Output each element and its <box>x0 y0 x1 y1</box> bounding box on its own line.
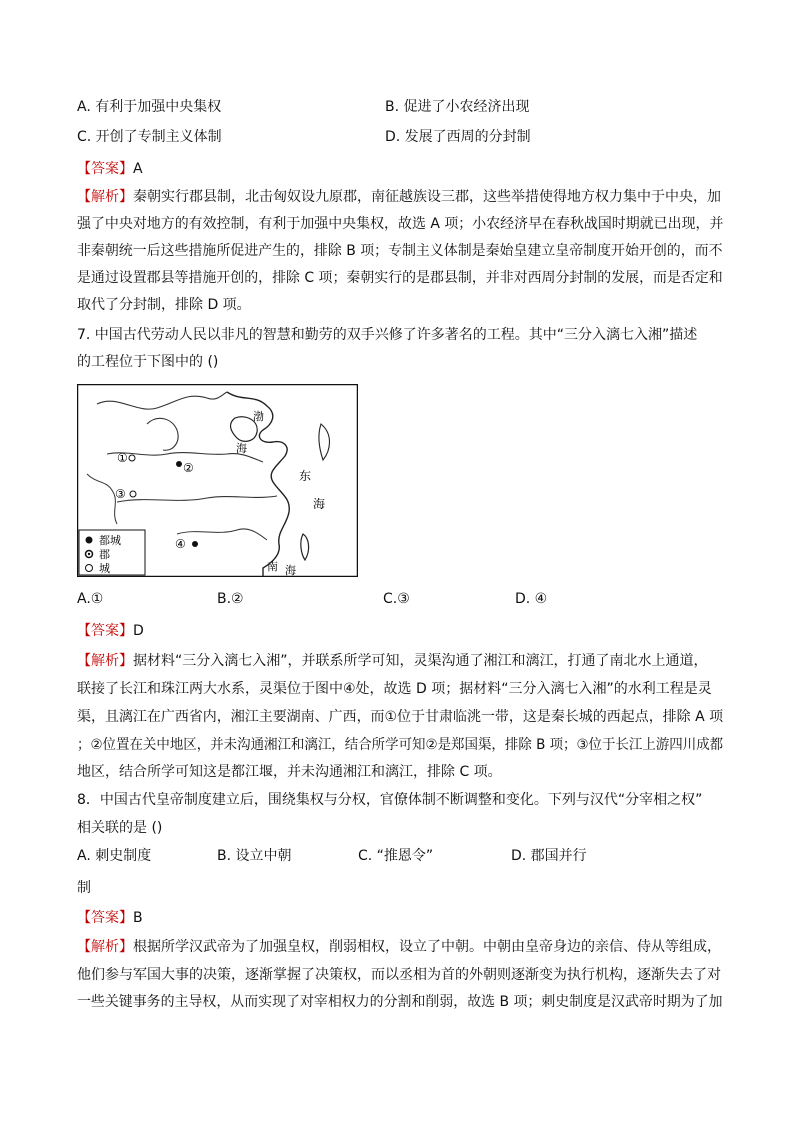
analysis-tag: 【解析】 <box>77 939 133 955</box>
q7-analysis-line: 地区，结合所学可知这是都江堰，并未沟通湘江和漓江，排除 C 项。 <box>77 764 502 780</box>
answer-tag: 【答案】 <box>77 161 133 177</box>
analysis-text: 秦朝实行郡县制，北击匈奴设九原郡，南征越族设三郡，这些举措使得地方权力集中于中央，加 <box>133 189 721 205</box>
answer-tag: 【答案】 <box>77 623 133 639</box>
legend-prefecture: 郡 <box>99 548 110 561</box>
south-sea-label-1: 南 <box>267 560 278 573</box>
q7-answer <box>77 621 144 641</box>
marker-4-dot <box>192 541 198 547</box>
answer-value: B <box>133 910 143 926</box>
legend-city: 城 <box>99 562 110 575</box>
q7-analysis-line: 渠，且漓江在广西省内，湘江主要湖南、广西，而①位于甘肃临洮一带，这是秦长城的西起点，排除 A 项 <box>77 709 724 725</box>
marker-3-dot <box>130 491 136 497</box>
legend-capital: 都城 <box>99 534 121 547</box>
answer-value: A <box>133 161 143 177</box>
q6-analysis-line: 取代了分封制，排除 D 项。 <box>77 297 251 313</box>
q8-answer <box>77 908 143 928</box>
q6-analysis-line: 是通过设置郡县等措施开创的，排除 C 项；秦朝实行的是郡县制，并非对西周分封制的发展，而是否定和 <box>77 270 723 286</box>
q8-option-d-wrap: 制 <box>77 880 91 896</box>
q8-stem-line: 8．中国古代皇帝制度建立后，围绕集权与分权，官僚体制不断调整和变化。下列与汉代“分宰相之权” <box>77 792 703 808</box>
q6-analysis-line: 强了中央对地方的有效控制，有利于加强中央集权，故选 A 项；小农经济早在春秋战国时期就已出现，并 <box>77 216 724 232</box>
q8-option-b: B. 设立中朝 <box>217 848 292 864</box>
marker-2-dot <box>176 461 182 467</box>
analysis-text: 根据所学汉武帝为了加强皇权，削弱相权，设立了中朝。中朝由皇帝身边的亲信、侍从等组成， <box>133 939 721 955</box>
q7-analysis-line <box>77 651 708 671</box>
q7-option-b: B.② <box>217 591 244 607</box>
south-sea-label-2: 海 <box>285 564 296 577</box>
q7-option-c: C.③ <box>383 591 410 607</box>
answer-value: D <box>133 623 144 639</box>
analysis-tag: 【解析】 <box>77 189 133 205</box>
legend-city-symbol <box>86 565 93 572</box>
q6-answer <box>77 159 143 179</box>
marker-2: ② <box>183 461 194 475</box>
q6-option-b: B. 促进了小农经济出现 <box>385 99 530 115</box>
q8-analysis-line: 他们参与军国大事的决策，逐渐掌握了决策权，而以丞相为首的外朝则逐渐变为执行机构，逐渐失去了对 <box>77 967 721 983</box>
q6-option-c: C. 开创了专制主义体制 <box>77 129 222 145</box>
q6-option-d: D. 发展了西周的分封制 <box>385 129 531 145</box>
analysis-tag: 【解析】 <box>77 653 133 669</box>
q7-analysis-line: 联接了长江和珠江两大水系，灵渠位于图中④处，故选 D 项；据材料“三分入漓七入湘”的水利工程是灵 <box>77 681 712 697</box>
q7-stem-line: 7. 中国古代劳动人民以非凡的智慧和勤劳的双手兴修了许多著名的工程。其中“三分入漓七入湘”描述 <box>77 327 698 343</box>
q8-option-c: C. “推恩令” <box>358 848 434 864</box>
china-map-figure <box>77 384 358 577</box>
q6-analysis-line: 非秦朝统一后这些措施所促进产生的，排除 B 项；专制主义体制是秦始皇建立皇帝制度开始开创的，而不 <box>77 243 723 259</box>
bohai-label-2: 海 <box>236 442 247 455</box>
q8-analysis-line: 一些关键事务的主导权，从而实现了对宰相权力的分割和削弱，故选 B 项；刺史制度是汉武帝时期为了加 <box>77 994 723 1010</box>
east-sea-label-1: 东 <box>299 469 312 483</box>
q7-option-d: D. ④ <box>515 591 548 607</box>
q8-option-a: A. 刺史制度 <box>77 848 152 864</box>
q8-option-d: D. 郡国并行 <box>511 848 587 864</box>
bohai-label-1: 渤 <box>253 410 264 423</box>
q7-analysis-line: ；②位置在关中地区，并未沟通湘江和漓江，结合所学可知②是郑国渠，排除 B 项；③位于长江上游四川成都 <box>77 737 724 753</box>
q6-option-a: A. 有利于加强中央集权 <box>77 99 222 115</box>
marker-3: ③ <box>115 487 126 501</box>
marker-4: ④ <box>175 537 186 551</box>
marker-1-dot <box>129 455 135 461</box>
q6-analysis-line <box>77 187 721 207</box>
east-sea-label-2: 海 <box>313 497 326 511</box>
q8-analysis-line <box>77 937 721 957</box>
legend-capital-symbol <box>86 537 93 544</box>
q8-stem-line: 相关联的是 () <box>77 820 163 836</box>
marker-1: ① <box>117 451 128 465</box>
answer-tag: 【答案】 <box>77 910 133 926</box>
q7-stem-line: 的工程位于下图中的 () <box>77 354 219 370</box>
map-svg <box>77 384 358 577</box>
analysis-text: 据材料“三分入漓七入湘”，并联系所学可知，灵渠沟通了湘江和漓江，打通了南北水上通道， <box>133 653 708 669</box>
q7-option-a: A.① <box>77 591 104 607</box>
